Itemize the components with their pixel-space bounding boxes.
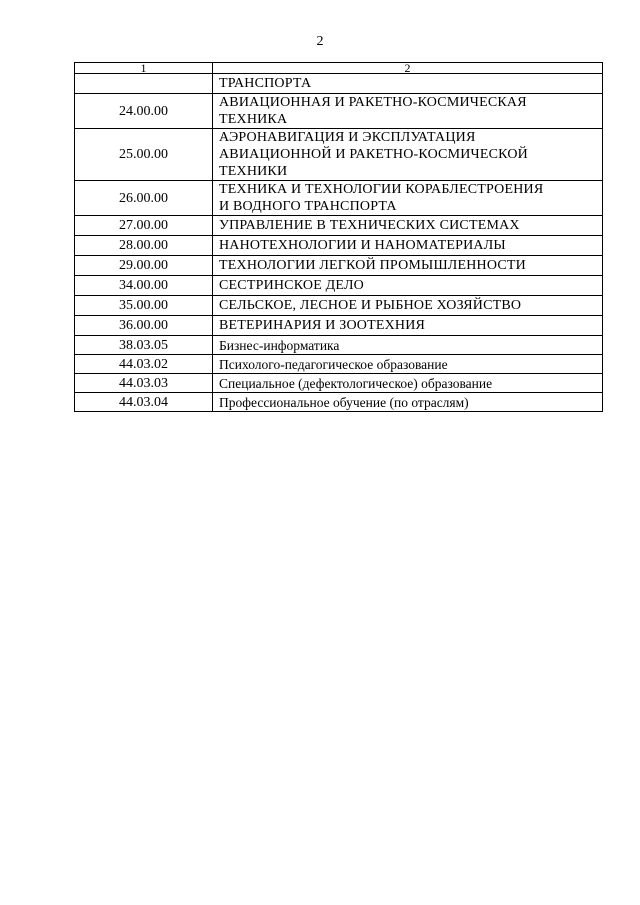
code-cell: 28.00.00 <box>75 236 213 256</box>
table-row <box>75 94 603 129</box>
name-line: АЭРОНАВИГАЦИЯ И ЭКСПЛУАТАЦИЯ <box>219 130 476 145</box>
code-cell: 44.03.02 <box>75 355 213 374</box>
name-cell <box>213 94 603 129</box>
name-line: Психолого-педагогическое образование <box>219 356 448 372</box>
table-row <box>75 276 603 296</box>
name-cell <box>213 216 603 236</box>
name-line: УПРАВЛЕНИЕ В ТЕХНИЧЕСКИХ СИСТЕМАХ <box>219 218 520 233</box>
name-line: АВИАЦИОННАЯ И РАКЕТНО-КОСМИЧЕСКАЯ <box>219 95 527 110</box>
name-line: АВИАЦИОННОЙ И РАКЕТНО-КОСМИЧЕСКОЙ <box>219 147 528 162</box>
specialties-table <box>74 62 603 412</box>
code-cell: 38.03.05 <box>75 336 213 355</box>
table-body <box>75 74 603 412</box>
column-header-2: 2 <box>213 63 603 74</box>
name-cell <box>213 393 603 412</box>
name-line: НАНОТЕХНОЛОГИИ И НАНОМАТЕРИАЛЫ <box>219 238 506 253</box>
code-cell: 36.00.00 <box>75 316 213 336</box>
table-header-row <box>75 63 603 74</box>
column-header-1: 1 <box>75 63 213 74</box>
table-row <box>75 74 603 94</box>
name-line: Профессиональное обучение (по отраслям) <box>219 394 469 410</box>
table-row <box>75 256 603 276</box>
name-cell <box>213 276 603 296</box>
name-cell <box>213 129 603 181</box>
name-cell <box>213 374 603 393</box>
table-row <box>75 296 603 316</box>
name-cell <box>213 236 603 256</box>
table-row <box>75 374 603 393</box>
name-cell <box>213 316 603 336</box>
table-row <box>75 216 603 236</box>
table-row <box>75 336 603 355</box>
name-line: ТЕХНИКИ <box>219 164 288 179</box>
code-cell: 44.03.04 <box>75 393 213 412</box>
name-line: СЕЛЬСКОЕ, ЛЕСНОЕ И РЫБНОЕ ХОЗЯЙСТВО <box>219 298 522 313</box>
name-line: И ВОДНОГО ТРАНСПОРТА <box>219 199 397 214</box>
table-row <box>75 236 603 256</box>
table-row <box>75 355 603 374</box>
name-line: ТРАНСПОРТА <box>219 76 312 91</box>
name-cell <box>213 74 603 94</box>
name-line: Специальное (дефектологическое) образование <box>219 375 493 391</box>
name-line: Бизнес-информатика <box>219 337 340 353</box>
name-line: СЕСТРИНСКОЕ ДЕЛО <box>219 278 364 293</box>
code-cell: 26.00.00 <box>75 181 213 216</box>
table-row <box>75 393 603 412</box>
name-line: ТЕХНИКА <box>219 112 288 127</box>
code-cell: 44.03.03 <box>75 374 213 393</box>
name-cell <box>213 355 603 374</box>
name-line: ТЕХНОЛОГИИ ЛЕГКОЙ ПРОМЫШЛЕННОСТИ <box>219 258 526 273</box>
code-cell: 27.00.00 <box>75 216 213 236</box>
table-row <box>75 129 603 181</box>
code-cell <box>75 74 213 94</box>
name-cell <box>213 256 603 276</box>
code-cell: 35.00.00 <box>75 296 213 316</box>
code-cell: 24.00.00 <box>75 94 213 129</box>
code-cell: 25.00.00 <box>75 129 213 181</box>
name-line: ТЕХНИКА И ТЕХНОЛОГИИ КОРАБЛЕСТРОЕНИЯ <box>219 182 544 197</box>
name-cell <box>213 181 603 216</box>
code-cell: 29.00.00 <box>75 256 213 276</box>
name-cell <box>213 336 603 355</box>
name-cell <box>213 296 603 316</box>
page-number: 2 <box>316 34 324 49</box>
table-row <box>75 181 603 216</box>
table-row <box>75 316 603 336</box>
code-cell: 34.00.00 <box>75 276 213 296</box>
name-line: ВЕТЕРИНАРИЯ И ЗООТЕХНИЯ <box>219 318 426 333</box>
